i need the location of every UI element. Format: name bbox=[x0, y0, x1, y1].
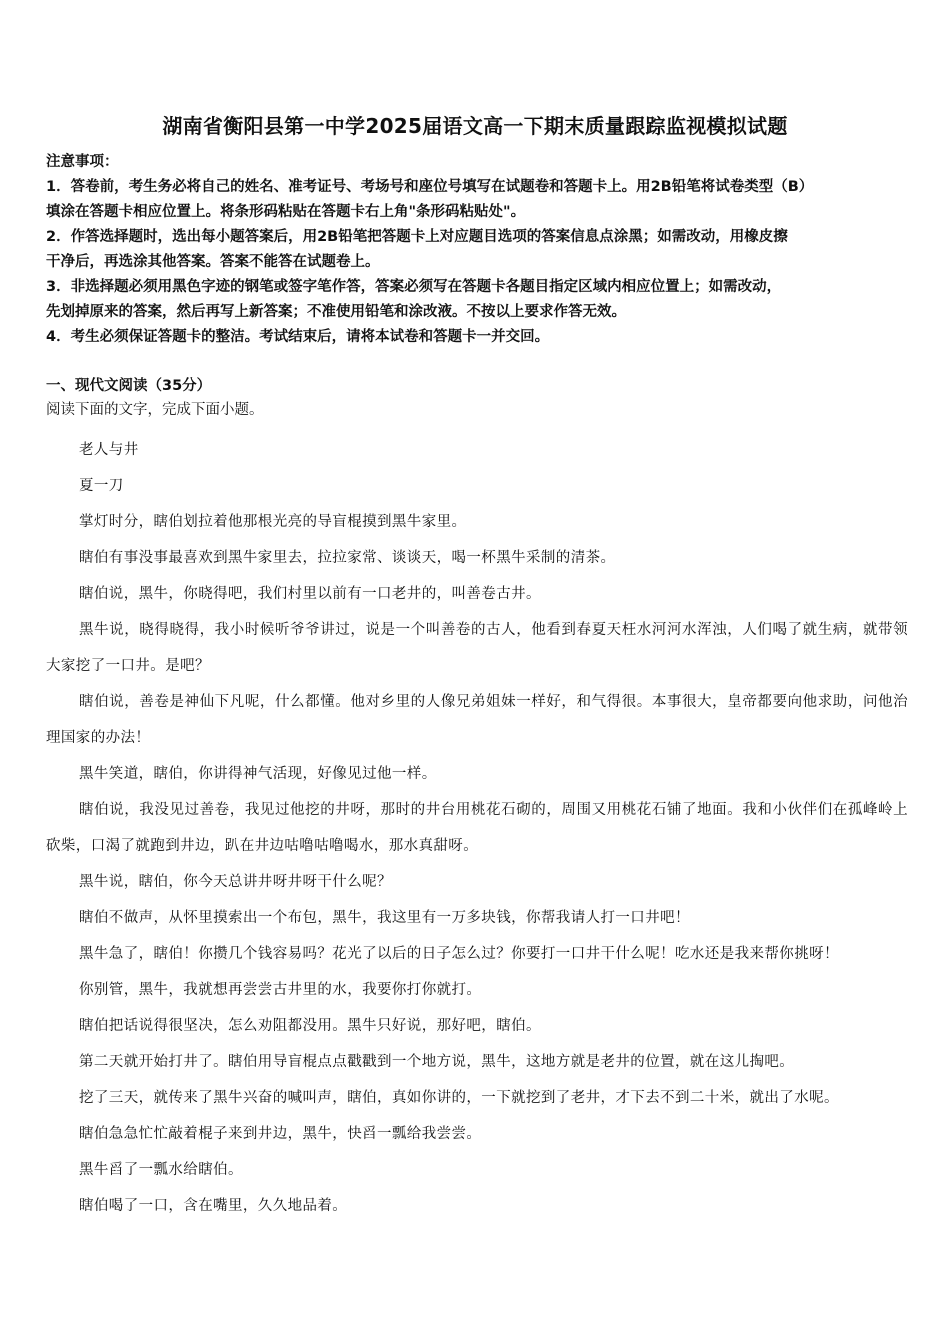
section-title: 一、现代文阅读（35分） bbox=[46, 378, 212, 394]
reading-passage bbox=[46, 432, 908, 1224]
passage-paragraph: 瞎伯喝了一口，含在嘴里，久久地品着。 bbox=[79, 1198, 348, 1214]
passage-paragraph: 瞎伯把话说得很坚决，怎么劝阻都没用。黑牛只好说，那好吧，瞎伯。 bbox=[79, 1018, 541, 1034]
passage-paragraph: 黑牛舀了一瓢水给瞎伯。 bbox=[79, 1162, 243, 1178]
passage-paragraph: 瞎伯急急忙忙敲着棍子来到井边，黑牛，快舀一瓢给我尝尝。 bbox=[79, 1126, 482, 1142]
notice-line: 先划掉原来的答案，然后再写上新答案；不准使用铅笔和涂改液。不按以上要求作答无效。 bbox=[46, 304, 626, 320]
passage-paragraph: 黑牛说，瞎伯，你今天总讲井呀井呀干什么呢？ bbox=[79, 874, 392, 890]
notice-line: 干净后，再选涂其他答案。答案不能答在试题卷上。 bbox=[46, 254, 380, 270]
passage-paragraph: 瞎伯说，黑牛，你晓得吧，我们村里以前有一口老井的，叫善卷古井。 bbox=[79, 586, 541, 602]
notice-line: 填涂在答题卡相应位置上。将条形码粘贴在答题卡右上角"条形码粘贴处"。 bbox=[46, 204, 526, 220]
notice-line: 1．答卷前，考生务必将自己的姓名、准考证号、考场号和座位号填写在试题卷和答题卡上。用2B铅笔将试卷类型（B） bbox=[46, 179, 814, 195]
document-title: 湖南省衡阳县第一中学2025届语文高一下期末质量跟踪监视模拟试题 bbox=[162, 114, 788, 138]
notice-line: 2．作答选择题时，选出每小题答案后，用2B铅笔把答题卡上对应题目选项的答案信息点涂黑；如需改动，用橡皮擦 bbox=[46, 229, 788, 245]
notice-line: 3．非选择题必须用黑色字迹的钢笔或签字笔作答，答案必须写在答题卡各题目指定区域内相应位置上；如需改动， bbox=[46, 279, 782, 295]
passage-paragraph: 瞎伯说，我没见过善卷，我见过他挖的井呀，那时的井台用桃花石砌的，周围又用桃花石铺了地面。我和小伙伴们在孤峰岭上砍柴，口渴了就跑到井边，趴在井边咕噜咕噜喝水，那水真甜呀。 bbox=[46, 802, 908, 854]
passage-paragraph: 黑牛笑道，瞎伯，你讲得神气活现，好像见过他一样。 bbox=[79, 766, 437, 782]
passage-paragraph: 黑牛急了，瞎伯！你攒几个钱容易吗？花光了以后的日子怎么过？你要打一口井干什么呢！吃水还是我来帮你挑呀！ bbox=[79, 946, 839, 962]
passage-paragraph: 黑牛说，晓得晓得，我小时候听爷爷讲过，说是一个叫善卷的古人，他看到春夏天枉水河河水浑浊，人们喝了就生病，就带领大家挖了一口井。是吧？ bbox=[46, 622, 908, 674]
notice-line: 4．考生必须保证答题卡的整洁。考试结束后，请将本试卷和答题卡一并交回。 bbox=[46, 329, 550, 345]
passage-paragraph: 第二天就开始打井了。瞎伯用导盲棍点点戳戳到一个地方说，黑牛，这地方就是老井的位置，就在这儿掏吧。 bbox=[79, 1054, 795, 1070]
passage-paragraph: 挖了三天，就传来了黑牛兴奋的喊叫声，瞎伯，真如你讲的，一下就挖到了老井，才下去不到二十米，就出了水呢。 bbox=[79, 1090, 839, 1106]
passage-paragraph: 你别管，黑牛，我就想再尝尝古井里的水，我要你打你就打。 bbox=[79, 982, 482, 998]
passage-paragraph: 瞎伯有事没事最喜欢到黑牛家里去，拉拉家常、谈谈天，喝一杯黑牛采制的清茶。 bbox=[79, 550, 616, 566]
passage-paragraph: 瞎伯说，善卷是神仙下凡呢，什么都懂。他对乡里的人像兄弟姐妹一样好，和气得很。本事很大，皇帝都要向他求助，问他治理国家的办法！ bbox=[46, 694, 908, 746]
passage-paragraph: 掌灯时分，瞎伯划拉着他那根光亮的导盲棍摸到黑牛家里。 bbox=[79, 514, 467, 530]
notice-heading: 注意事项： bbox=[46, 154, 119, 170]
passage-author: 夏一刀 bbox=[79, 478, 124, 494]
notice-block bbox=[46, 150, 906, 350]
passage-paragraph: 瞎伯不做声，从怀里摸索出一个布包，黑牛，我这里有一万多块钱，你帮我请人打一口井吧！ bbox=[79, 910, 690, 926]
reading-instruction: 阅读下面的文字，完成下面小题。 bbox=[46, 402, 264, 418]
passage-title: 老人与井 bbox=[79, 442, 139, 458]
